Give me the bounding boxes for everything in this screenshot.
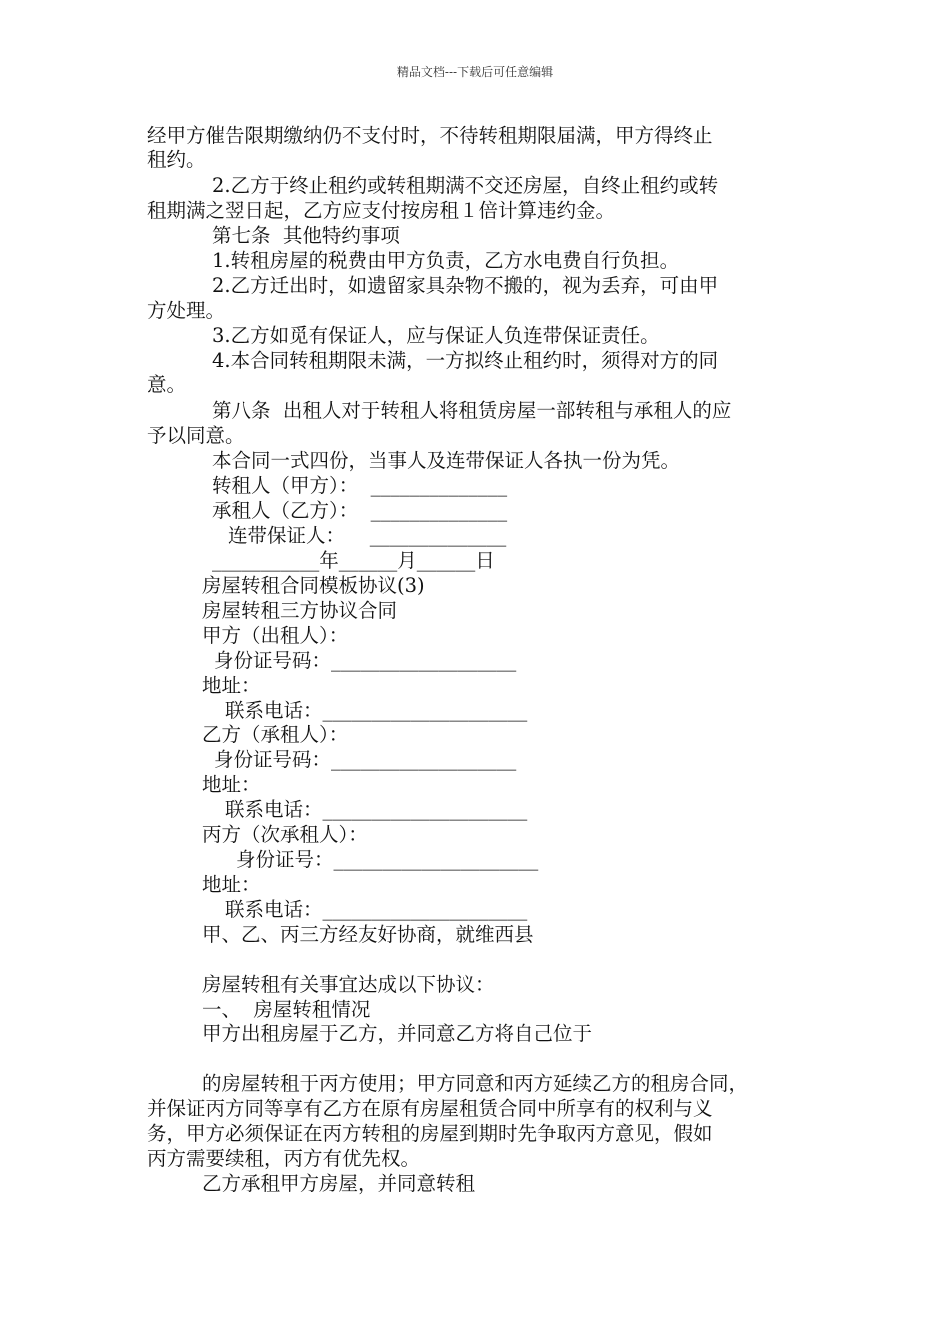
text-line: 经甲方催告限期缴纳仍不支付时，不待转租期限届满，甲方得终止 (147, 124, 713, 147)
text-line: 1.转租房屋的税费由甲方负责，乙方水电费自行负担。 (212, 249, 680, 272)
text-line: 并保证丙方同等享有乙方在原有房屋租赁合同中所享有的权利与义 (147, 1097, 713, 1120)
section-title: 房屋转租三方协议合同 (202, 599, 398, 622)
field-line: 身份证号：_____________________ (236, 848, 539, 871)
text-line: 3.乙方如觅有保证人，应与保证人负连带保证责任。 (212, 324, 660, 347)
text-line: 方处理。 (147, 299, 226, 322)
text-line: 本合同一式四份，当事人及连带保证人各执一份为凭。 (212, 449, 681, 472)
field-line: 地址： (202, 773, 261, 796)
text-line: 4.本合同转租期限未满，一方拟终止租约时，须得对方的同 (212, 349, 719, 372)
text-line: 予以同意。 (147, 424, 245, 447)
text-line: 第七条 其他特约事项 (212, 224, 400, 247)
text-line: 第八条 出租人对于转租人将租赁房屋一部转租与承租人的应 (212, 399, 732, 422)
field-line: 身份证号码：___________________ (214, 649, 517, 672)
section-title: 房屋转租合同模板协议(3) (202, 574, 425, 597)
text-line: 丙方需要续租，丙方有优先权。 (147, 1147, 421, 1170)
field-line: 地址： (202, 873, 261, 896)
text-line: 意。 (147, 373, 187, 396)
party-label: 乙方（承租人）： (202, 723, 349, 746)
field-line: 联系电话：_____________________ (225, 699, 528, 722)
signature-line: 转租人（甲方）： ______________ (212, 474, 508, 497)
text-line: 2.乙方于终止租约或转租期满不交还房屋，自终止租约或转 (212, 174, 719, 197)
text-line: 甲方出租房屋于乙方，并同意乙方将自己位于 (202, 1022, 593, 1045)
party-label: 丙方（次承租人）： (202, 823, 368, 846)
text-line: 甲、乙、丙三方经友好协商，就维西县 (202, 923, 534, 946)
text-line: 务，甲方必须保证在丙方转租的房屋到期时先争取丙方意见，假如 (147, 1122, 713, 1145)
signature-line: 承租人（乙方）： ______________ (212, 499, 508, 522)
field-line: 联系电话：_____________________ (225, 798, 528, 821)
text-line: 房屋转租有关事宜达成以下协议： (202, 973, 495, 996)
date-line: ___________年______月______日 (212, 549, 495, 572)
text-line: 租期满之翌日起，乙方应支付按房租１倍计算违约金。 (147, 199, 616, 222)
field-line: 联系电话：_____________________ (225, 898, 528, 921)
text-line: 租约。 (147, 148, 206, 171)
page-header: 精品文档---下载后可任意编辑 (396, 65, 554, 79)
field-line: 身份证号码：___________________ (214, 748, 517, 771)
field-line: 地址： (202, 674, 261, 697)
text-line: 2.乙方迁出时，如遗留家具杂物不搬的，视为丢弃，可由甲 (212, 274, 719, 297)
section-title: 一、 房屋转租情况 (202, 998, 371, 1021)
party-label: 甲方（出租人）： (202, 624, 349, 647)
signature-line: 连带保证人： ______________ (228, 524, 507, 547)
text-line: 的房屋转租于丙方使用；甲方同意和丙方延续乙方的租房合同， (202, 1072, 749, 1095)
text-line: 乙方承租甲方房屋，并同意转租 (202, 1172, 476, 1195)
